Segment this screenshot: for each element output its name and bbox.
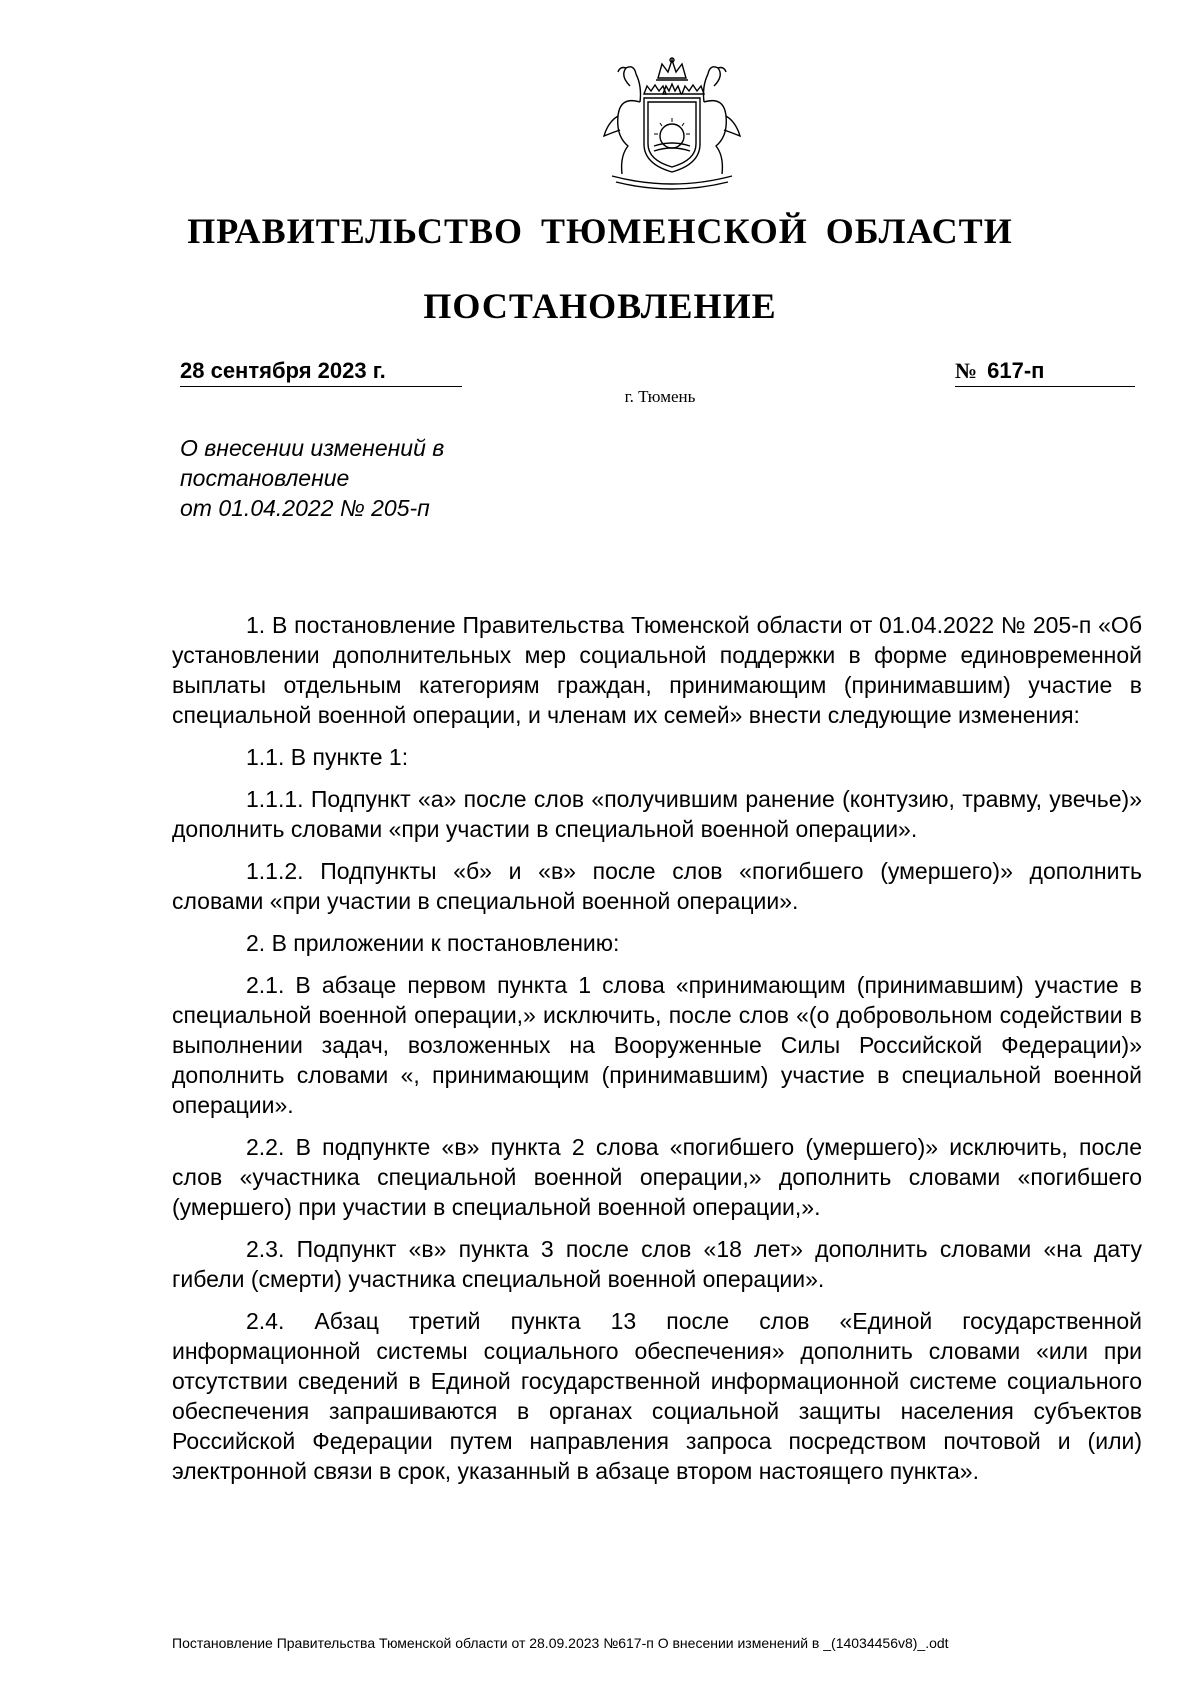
body-paragraph: 1. В постановление Правительства Тюменской области от 01.04.2022 № 205-п «Об установлении дополнительных мер социальной поддержки в форме единовременной выплаты отдельным категориям граждан, принимающим (принимавшим) участие в специальной военной операции, и членам их семей» внести следующие изменения: bbox=[172, 612, 1142, 728]
subject-line: О внесении изменений в bbox=[180, 435, 445, 461]
body-paragraph: 2.4. Абзац третий пункта 13 после слов «Единой государственной информационной системы социального обеспечения» дополнить словами «или при отсутствии сведений в Единой государственной информационной системе социального обеспечения запрашиваются в органах социальной защиты населения субъектов Российской Федерации путем направления запроса посредством почтовой и (или) электронной связи в срок, указанный в абзаце втором настоящего пункта». bbox=[172, 1308, 1142, 1484]
document-body bbox=[172, 610, 1142, 1498]
body-paragraph: 1.1.2. Подпункты «б» и «в» после слов «погибшего (умершего)» дополнить словами «при участии в специальной военной операции». bbox=[172, 858, 1142, 914]
body-paragraph: 2. В приложении к постановлению: bbox=[246, 930, 620, 956]
document-number-field bbox=[955, 358, 1135, 387]
subject-line: от 01.04.2022 № 205-п bbox=[180, 495, 430, 521]
body-paragraph: 1.1. В пункте 1: bbox=[246, 744, 409, 770]
subject-line: постановление bbox=[180, 465, 350, 491]
body-paragraph: 2.1. В абзаце первом пункта 1 слова «принимающим (принимавшим) участие в специальной военной операции,» исключить, после слов «(о добровольном содействии в выполнении задач, возложенных на Вооруженные Силы Российской Федерации)» дополнить словами «, принимающим (принимавшим) участие в специальной военной операции». bbox=[172, 972, 1142, 1118]
coat-of-arms-icon bbox=[590, 56, 754, 192]
number-sign: № bbox=[955, 358, 978, 383]
document-subject bbox=[180, 433, 600, 523]
organization-title: ПРАВИТЕЛЬСТВО ТЮМЕНСКОЙ ОБЛАСТИ bbox=[187, 211, 1013, 251]
body-paragraph: 1.1.1. Подпункт «а» после слов «получившим ранение (контузию, травму, увечье)» дополнить словами «при участии в специальной военной операции». bbox=[172, 786, 1142, 842]
body-paragraph: 2.3. Подпункт «в» пункта 3 после слов «18 лет» дополнить словами «на дату гибели (смерти) участника специальной военной операции». bbox=[172, 1236, 1142, 1292]
document-type: ПОСТАНОВЛЕНИЕ bbox=[423, 286, 777, 326]
document-number: 617-п bbox=[987, 358, 1045, 383]
document-date: 28 сентября 2023 г. bbox=[180, 358, 462, 387]
document-city: г. Тюмень bbox=[624, 387, 696, 406]
page-footer: Постановление Правительства Тюменской области от 28.09.2023 №617-п О внесении изменений в _(14034456v8)_.odt bbox=[172, 1635, 949, 1651]
body-paragraph: 2.2. В подпункте «в» пункта 2 слова «погибшего (умершего)» исключить, после слов «участника специальной военной операции,» дополнить словами «погибшего (умершего) при участии в специальной военной операции,». bbox=[172, 1134, 1142, 1220]
